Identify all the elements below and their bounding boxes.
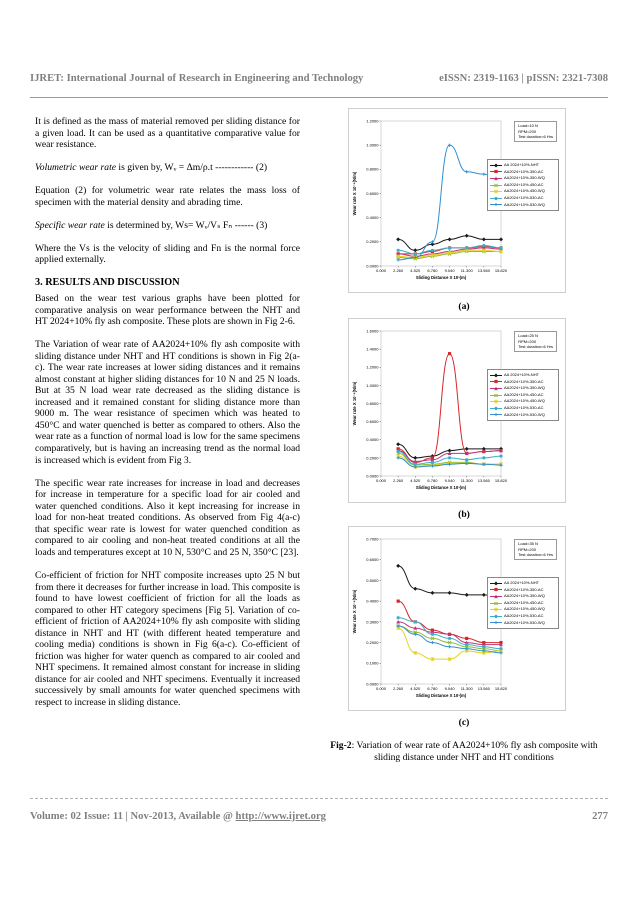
x-tick-label: 6.780 [427, 478, 438, 483]
term-volumetric: Volumetric wear rate [35, 162, 117, 174]
legend-label: AA2024+10%-350-AC [504, 168, 544, 174]
x-tick-label: 15.820 [494, 478, 508, 483]
legend-label: AA 2024+10%-NHT [504, 162, 540, 167]
y-tick-label: 0.5000 [366, 577, 379, 583]
x-tick-label: 9.040 [444, 478, 455, 483]
paragraph: Equation (2) for volumetric wear rate relates the mass loss of specimen with the material density and abrading time. [35, 185, 300, 208]
legend-entry [490, 169, 556, 176]
data-point [448, 456, 451, 459]
legend-label: AA2024+10%-450-WQ [504, 398, 545, 404]
data-point [448, 352, 451, 355]
volume-info: Volume: 02 Issue: 11 | Nov-2013, Available @ [30, 811, 233, 822]
y-axis-label: Wear rate X 10⁻⁶(N/m) [352, 589, 357, 634]
x-tick-label: 2.260 [393, 268, 404, 273]
data-point [414, 252, 417, 255]
legend [487, 369, 559, 421]
y-tick-label: 0.4000 [366, 437, 379, 443]
legend-label: AA2024+10%-450-AC [504, 391, 544, 397]
data-point [482, 237, 486, 241]
legend-entry [490, 606, 556, 613]
test-condition: Test duration=6 Hrs [518, 344, 553, 349]
legend-swatch [490, 412, 502, 417]
legend-entry [490, 195, 556, 202]
legend-label: AA2024+10%-530-AC [504, 612, 544, 618]
legend-swatch [490, 594, 502, 599]
legend-swatch [490, 587, 502, 592]
x-tick-label: 11.300 [460, 686, 473, 691]
data-point [431, 249, 434, 252]
legend-marker [494, 588, 497, 591]
y-tick-label: 0.6000 [366, 190, 379, 196]
legend-marker [494, 380, 497, 383]
x-tick-label: 4.520 [410, 686, 421, 691]
data-point [431, 633, 434, 636]
legend-marker [494, 163, 498, 167]
data-point [397, 450, 400, 453]
legend-swatch [490, 393, 502, 398]
data-point [499, 237, 503, 241]
test-conditions-box [514, 331, 557, 352]
legend-label: AA2024+10%-350-WQ [504, 593, 545, 599]
header-rule [30, 97, 608, 98]
data-point [465, 458, 468, 461]
data-point [465, 170, 468, 173]
y-tick-label: 1.6000 [366, 328, 379, 334]
data-point [414, 620, 417, 623]
running-footer [30, 811, 608, 822]
legend-label: AA2024+10%-350-WQ [504, 175, 545, 181]
x-tick-label: 9.040 [444, 686, 455, 691]
legend-swatch [490, 176, 502, 181]
issn-info: eISSN: 2319-1163 | pISSN: 2321-7308 [439, 73, 608, 84]
paragraph: The Variation of wear rate of AA2024+10% fly ash composite with sliding distance under NHT and HT conditions is shown in Fig 2(a-c). The wear rate increases at lower siding distances and it remains almost constant at higher sliding distances for 10 N and 25 N loads. But at 35 N load wear rate decreased as the sliding distance is increased and it remained constant for sliding distance more than 9000 m. The wear resistance of specimen which was heated to 450°C and water quenched is better as compared to others. Also the wear rate as a function of normal load is low for the same specimens comparatively, but is having an increasing trend as the normal load is increased which is evident from Fig 3. [35, 339, 300, 466]
data-point [396, 237, 400, 241]
legend-swatch [490, 581, 502, 586]
test-condition: Load=10 N [518, 123, 538, 128]
x-tick-label: 2.260 [393, 686, 404, 691]
legend-marker [494, 407, 497, 410]
legend-swatch [490, 183, 502, 188]
legend-entry [490, 620, 556, 627]
legend-entry [490, 412, 556, 419]
chart-b [348, 318, 566, 503]
legend-entry [490, 188, 556, 195]
legend-label: AA2024+10%-530-WQ [504, 619, 545, 625]
legend-marker [494, 197, 497, 200]
term-specific: Specific wear rate [35, 219, 105, 231]
legend-label: AA2024+10%-450-WQ [504, 188, 545, 194]
data-point [482, 244, 485, 247]
y-tick-label: 0.4000 [366, 598, 379, 604]
legend-swatch [490, 163, 502, 168]
equation-2: is given by, Wᵥ = Δm/ρ.t ------------ (2) [116, 162, 268, 174]
data-point [431, 461, 434, 464]
y-tick-label: 0.2000 [366, 455, 379, 461]
test-conditions-box [514, 539, 557, 560]
data-point [499, 246, 502, 249]
series-line [398, 354, 501, 463]
journal-link[interactable]: http://www.ijret.org [235, 811, 326, 822]
y-tick-label: 0.4000 [366, 215, 379, 221]
data-point [431, 641, 434, 644]
legend-swatch [490, 373, 502, 378]
paragraph: Based on the wear test various graphs have been plotted for comparative analysis on wear performance between the NHT and HT 2024+10% fly ash composite. These plots are shown in Fig 2-6. [35, 292, 300, 328]
legend-swatch [490, 196, 502, 201]
x-tick-label: 4.520 [410, 478, 421, 483]
x-tick-label: 6.780 [427, 686, 438, 691]
legend-entry [490, 392, 556, 399]
footer-rule [30, 798, 608, 799]
chart-a [348, 108, 566, 293]
section-heading: 3. RESULTS AND DISCUSSION [35, 277, 180, 289]
legend-marker [494, 581, 498, 585]
legend-label: AA 2024+10%-NHT [504, 372, 540, 377]
x-tick-label: 15.820 [494, 268, 508, 273]
y-tick-label: 0.2000 [366, 639, 379, 645]
y-tick-label: 0.6000 [366, 557, 379, 563]
journal-title: IJRET: International Journal of Research in Engineering and Technology [30, 73, 364, 84]
test-condition: Load=25 N [518, 333, 538, 338]
x-tick-label: 2.260 [393, 478, 404, 483]
legend-swatch [490, 399, 502, 404]
legend-label: AA2024+10%-450-WQ [504, 606, 545, 612]
legend-entry [490, 175, 556, 182]
figure-column [330, 108, 598, 764]
data-point [465, 246, 468, 249]
paragraph-specific [35, 220, 300, 232]
data-point [448, 645, 451, 648]
legend-entry [490, 372, 556, 379]
data-point [413, 587, 417, 591]
y-tick-label: 0.1000 [366, 660, 379, 666]
chart-c [348, 526, 566, 711]
y-tick-label: 0.6000 [366, 419, 379, 425]
data-point [499, 647, 502, 650]
data-point [482, 593, 486, 597]
y-tick-label: 0.0000 [366, 681, 379, 687]
y-tick-label: 0.2000 [366, 239, 379, 245]
data-point [397, 249, 400, 252]
x-tick-label: 0.000 [375, 478, 387, 483]
legend [487, 159, 559, 211]
legend-label: AA2024+10%-530-AC [504, 194, 544, 200]
test-condition: RPM=200 [518, 338, 537, 344]
y-tick-label: 0.3000 [366, 619, 379, 625]
legend-swatch [490, 601, 502, 606]
caption-text: : Variation of wear rate of AA2024+10% fly ash composite with sliding distance under NHT and HT conditions [351, 740, 598, 763]
x-tick-label: 13.560 [477, 686, 490, 691]
legend-label: AA2024+10%-530-WQ [504, 201, 545, 207]
footer-volume [30, 811, 326, 822]
data-point [465, 447, 469, 451]
paragraph-volumetric [35, 162, 300, 174]
x-tick-label: 4.520 [410, 268, 421, 273]
y-tick-label: 0.0000 [366, 263, 379, 269]
x-tick-label: 0.000 [375, 686, 387, 691]
paragraph: It is defined as the mass of material removed per sliding distance for a given load. It can be used as a quantitative comparative value for wear resistance. [35, 116, 300, 151]
sublabel-c: (c) [458, 717, 470, 728]
legend-label: AA2024+10%-350-AC [504, 586, 544, 592]
data-point [397, 600, 400, 603]
data-point [448, 246, 451, 249]
x-tick-label: 11.300 [460, 268, 473, 273]
legend-entry [490, 405, 556, 412]
legend-swatch [490, 379, 502, 384]
legend-marker [494, 621, 497, 624]
legend-swatch [490, 620, 502, 625]
x-tick-label: 13.560 [477, 478, 490, 483]
caption-label: Fig-2 [330, 740, 352, 751]
test-condition: Test duration=6 Hrs [518, 134, 553, 139]
legend-label: AA2024+10%-450-AC [504, 599, 544, 605]
paragraph: Co-efficient of friction for NHT composite increases upto 25 N but from there it decreases for further increase in load. This composite is found to have lowest coefficient of friction for all the loads as compared to other HT category specimens [Fig 5]. Variation of co-efficient of friction of AA2024+10% fly ash composite with sliding distance in NHT and HT (with different heated temperature and cooling media) conditions is shown in Fig 6(a-c). Co-efficient of friction was higher for water quench as compared to air cooled and NHT specimens. It remained almost constant for increase in sliding distance for air cooled and NHT specimens. Eventually it increased successively by small amounts for water quenched specimens with respect to increase in sliding distance. [35, 569, 300, 708]
plot-area [381, 539, 501, 684]
legend-label: AA 2024+10%-NHT [504, 580, 540, 585]
legend-label: AA2024+10%-350-AC [504, 378, 544, 384]
legend-entry [490, 613, 556, 620]
data-point [499, 454, 502, 457]
x-tick-label: 0.000 [375, 268, 387, 273]
y-tick-label: 1.2000 [366, 364, 379, 370]
data-point [430, 591, 434, 595]
y-axis-label: Wear rate X 10⁻⁶(N/m) [352, 381, 357, 426]
test-condition: Test duration=6 Hrs [518, 552, 553, 557]
paragraph: The specific wear rate increases for increase in load and decreases for increase in temperature for a specific load for air cooled and water quenched conditions. Also it kept increasing for increase in load for non-heat treated conditions. As observed from Fig 4(a-c) that specific wear rate is lowest for water quenched condition as compared to air cooling and non-heat treated conditions at all the loads and temperatures except at 10 N, 530°C and 25 N, 350°C [23]. [35, 477, 300, 558]
legend-swatch [490, 169, 502, 174]
y-tick-label: 1.0000 [366, 142, 379, 148]
x-axis-label: Sliding Distance X 10³(m) [415, 485, 467, 490]
data-point [448, 237, 452, 241]
legend-swatch [490, 406, 502, 411]
legend [487, 577, 559, 629]
data-point [482, 645, 485, 648]
y-tick-label: 0.8000 [366, 166, 379, 172]
legend-swatch [490, 607, 502, 612]
legend-label: AA2024+10%-530-WQ [504, 411, 545, 417]
y-tick-label: 0.8000 [366, 400, 379, 406]
sublabel-b: (b) [458, 509, 470, 520]
y-tick-label: 1.4000 [366, 346, 379, 352]
data-point [448, 637, 451, 640]
legend-entry [490, 182, 556, 189]
test-conditions-box [514, 121, 557, 142]
running-header [30, 73, 608, 84]
x-tick-label: 6.780 [427, 268, 438, 273]
x-tick-label: 13.560 [477, 268, 490, 273]
y-tick-label: 1.0000 [366, 382, 379, 388]
legend-entry [490, 398, 556, 405]
legend-marker [494, 203, 497, 206]
legend-marker [494, 413, 497, 416]
legend-entry [490, 385, 556, 392]
legend-entry [490, 379, 556, 386]
data-point [465, 643, 468, 646]
data-point [448, 591, 452, 595]
data-point [465, 593, 469, 597]
data-point [396, 442, 400, 446]
x-tick-label: 9.040 [444, 268, 455, 273]
legend-marker [494, 170, 497, 173]
x-axis-label: Sliding Distance X 10³(m) [415, 275, 467, 280]
series-line [398, 145, 501, 260]
legend-entry [490, 162, 556, 169]
page-number: 277 [592, 811, 608, 822]
data-point [413, 248, 417, 252]
legend-label: AA2024+10%-350-WQ [504, 385, 545, 391]
test-condition: Load=35 N [518, 541, 538, 546]
y-axis-label: Wear rate X 10⁻⁶(N/m) [352, 171, 357, 216]
sublabel-a: (a) [458, 301, 470, 312]
data-point [482, 456, 485, 459]
legend-entry [490, 580, 556, 587]
y-tick-label: 0.7000 [366, 536, 379, 542]
legend-entry [490, 587, 556, 594]
legend-swatch [490, 386, 502, 391]
legend-swatch [490, 189, 502, 194]
paragraph: Where the Vs is the velocity of sliding and Fn is the normal force applied externally. [35, 242, 300, 266]
legend-label: AA2024+10%-530-AC [504, 404, 544, 410]
x-tick-label: 15.820 [494, 686, 508, 691]
y-tick-label: 0.0000 [366, 473, 379, 479]
left-column [35, 116, 300, 720]
data-point [397, 616, 400, 619]
x-tick-label: 11.300 [460, 478, 473, 483]
legend-label: AA2024+10%-450-AC [504, 181, 544, 187]
data-point [413, 456, 417, 460]
equation-3: is determined by, Ws= Wᵥ/Vₛ Fₙ ------ (3) [104, 219, 268, 231]
test-condition: RPM=200 [518, 546, 537, 552]
legend-swatch [490, 202, 502, 207]
legend-entry [490, 202, 556, 209]
legend-marker [494, 615, 497, 618]
legend-entry [490, 593, 556, 600]
legend-entry [490, 600, 556, 607]
y-tick-label: 1.2000 [366, 118, 379, 124]
figure-caption [330, 740, 598, 764]
test-condition: RPM=200 [518, 128, 537, 134]
legend-swatch [490, 614, 502, 619]
data-point [465, 234, 469, 238]
data-point [482, 173, 485, 176]
legend-marker [494, 373, 498, 377]
data-point [465, 637, 468, 640]
data-point [396, 564, 400, 568]
x-axis-label: Sliding Distance X 10³(m) [415, 693, 467, 698]
